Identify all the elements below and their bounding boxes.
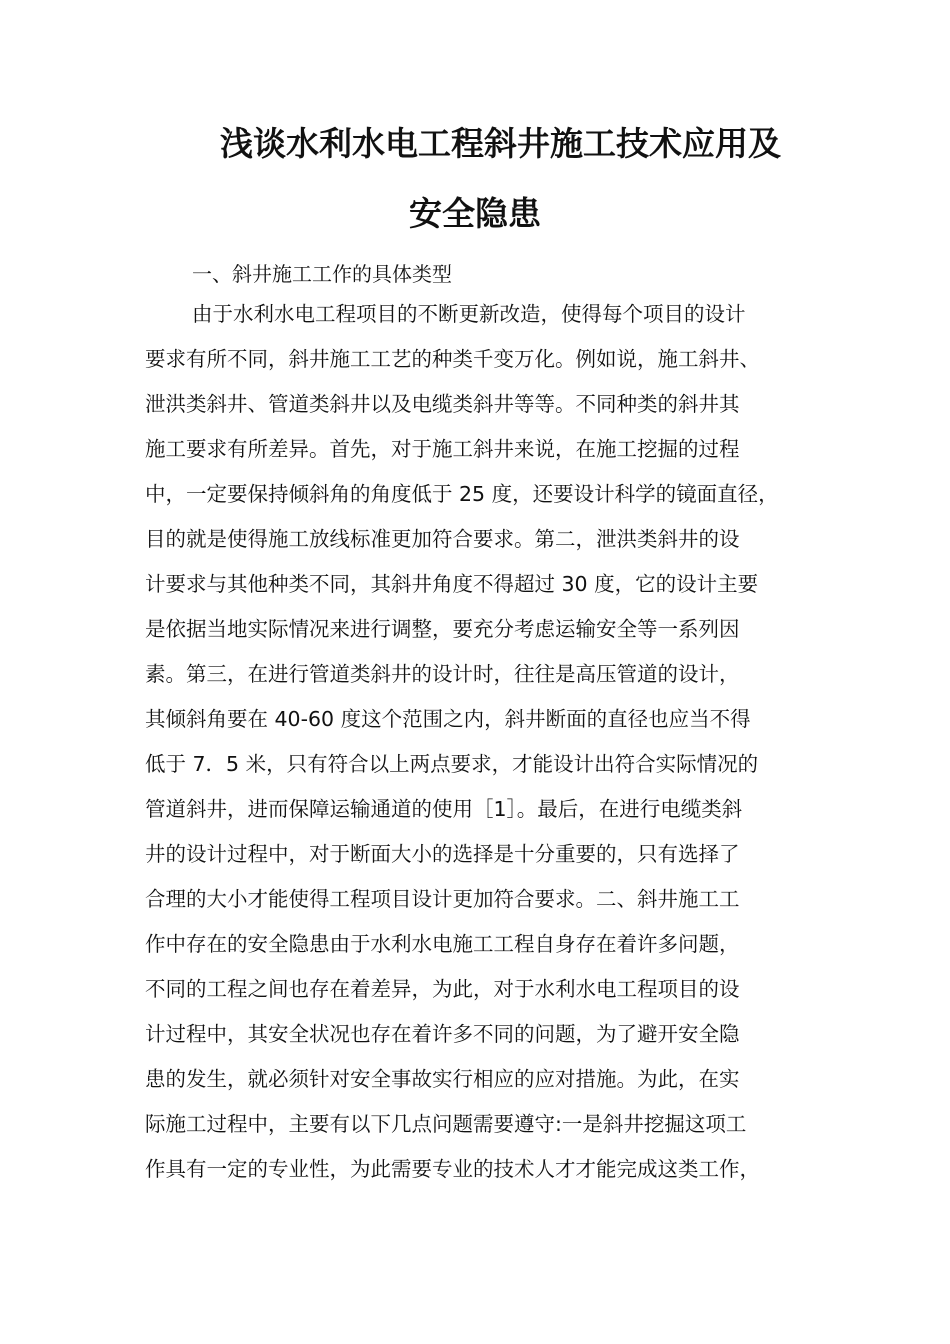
- paragraph-line: 患的发生，就必须针对安全事故实行相应的应对措施。为此，在实: [145, 1067, 740, 1091]
- paragraph-line: 其倾斜角要在 40-60 度这个范围之内，斜井断面的直径也应当不得: [145, 707, 751, 731]
- paragraph-line: 要求有所不同，斜井施工工艺的种类千变万化。例如说，施工斜井、: [145, 347, 760, 371]
- document-title-line-1: 浅谈水利水电工程斜井施工技术应用及: [220, 124, 781, 163]
- paragraph-line: 素。第三，在进行管道类斜井的设计时，往往是高压管道的设计，: [145, 662, 740, 686]
- paragraph-line: 中，一定要保持倾斜角的角度低于 25 度，还要设计科学的镜面直径，: [145, 482, 779, 506]
- paragraph-line: 井的设计过程中，对于断面大小的选择是十分重要的，只有选择了: [145, 842, 740, 866]
- paragraph-line: 由于水利水电工程项目的不断更新改造，使得每个项目的设计: [192, 302, 746, 326]
- paragraph-line: 计过程中，其安全状况也存在着许多不同的问题，为了避开安全隐: [145, 1022, 740, 1046]
- paragraph-line: 合理的大小才能使得工程项目设计更加符合要求。二、斜井施工工: [145, 887, 740, 911]
- paragraph-line: 管道斜井，进而保障运输通道的使用［1］。最后，在进行电缆类斜: [145, 797, 743, 821]
- paragraph-line: 是依据当地实际情况来进行调整，要充分考虑运输安全等一系列因: [145, 617, 740, 641]
- paragraph-line: 作中存在的安全隐患由于水利水电施工工程自身存在着许多问题，: [145, 932, 740, 956]
- paragraph-line: 泄洪类斜井、管道类斜井以及电缆类斜井等等。不同种类的斜井其: [145, 392, 740, 416]
- document-title-line-2: 安全隐患: [409, 194, 541, 233]
- paragraph-line: 目的就是使得施工放线标准更加符合要求。第二，泄洪类斜井的设: [145, 527, 740, 551]
- paragraph-line: 计要求与其他种类不同，其斜井角度不得超过 30 度，它的设计主要: [145, 572, 759, 596]
- paragraph-line: 不同的工程之间也存在着差异，为此，对于水利水电工程项目的设: [145, 977, 740, 1001]
- paragraph-line: 施工要求有所差异。首先，对于施工斜井来说，在施工挖掘的过程: [145, 437, 740, 461]
- paragraph-line: 际施工过程中，主要有以下几点问题需要遵守:一是斜井挖掘这项工: [145, 1112, 747, 1136]
- paragraph-line: 低于 7．5 米，只有符合以上两点要求，才能设计出符合实际情况的: [145, 752, 759, 776]
- section-heading: 一、斜井施工工作的具体类型: [192, 262, 452, 286]
- paragraph-line: 作具有一定的专业性，为此需要专业的技术人才才能完成这类工作，: [145, 1157, 760, 1181]
